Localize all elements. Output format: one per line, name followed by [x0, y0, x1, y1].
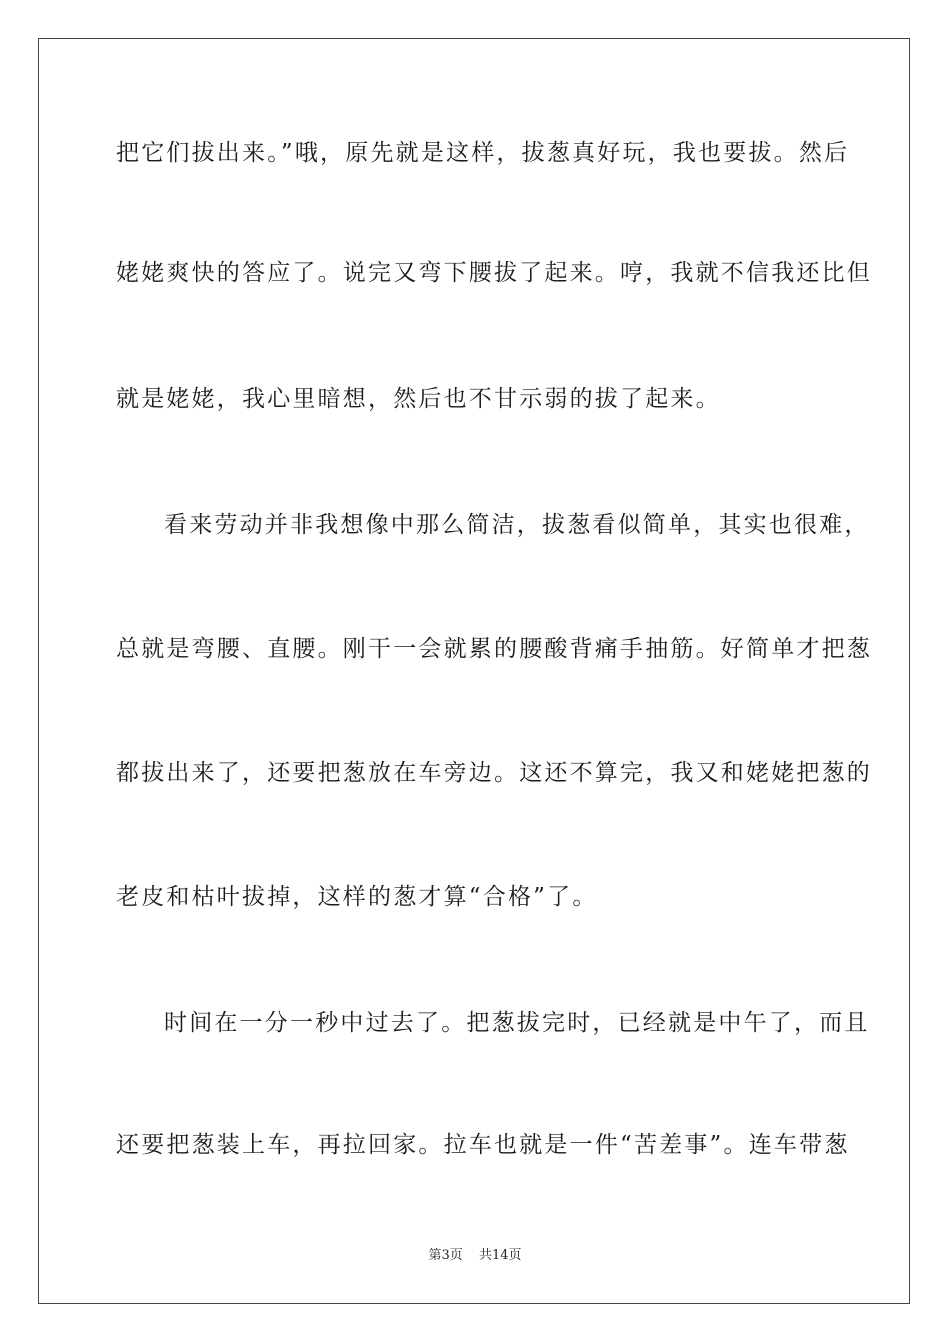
- paragraph-start-line: 看来劳动并非我想像中那么简洁，拔葱看似简单，其实也很难，: [164, 512, 870, 538]
- text-line: 把它们拔出来。”哦，原先就是这样，拔葱真好玩，我也要拔。然后: [116, 140, 850, 166]
- total-pages: 共14页: [478, 1248, 522, 1263]
- page-number: 第3页: [428, 1248, 463, 1263]
- text-line: 总就是弯腰、直腰。刚干一会就累的腰酸背痛手抽筋。好简单才把葱: [116, 636, 872, 662]
- text-line: 老皮和枯叶拔掉，这样的葱才算“合格”了。: [116, 884, 598, 910]
- text-line: 姥姥爽快的答应了。说完又弯下腰拔了起来。哼，我就不信我还比但: [116, 260, 872, 286]
- page-border: [38, 38, 910, 1304]
- text-line: 都拔出来了，还要把葱放在车旁边。这还不算完，我又和姥姥把葱的: [116, 760, 872, 786]
- paragraph-start-line: 时间在一分一秒中过去了。把葱拔完时，已经就是中午了，而且: [164, 1010, 870, 1036]
- text-line: 就是姥姥，我心里暗想，然后也不甘示弱的拔了起来。: [116, 386, 721, 412]
- text-line: 还要把葱装上车，再拉回家。拉车也就是一件“苦差事”。连车带葱: [116, 1132, 850, 1158]
- page-footer: [0, 1244, 950, 1263]
